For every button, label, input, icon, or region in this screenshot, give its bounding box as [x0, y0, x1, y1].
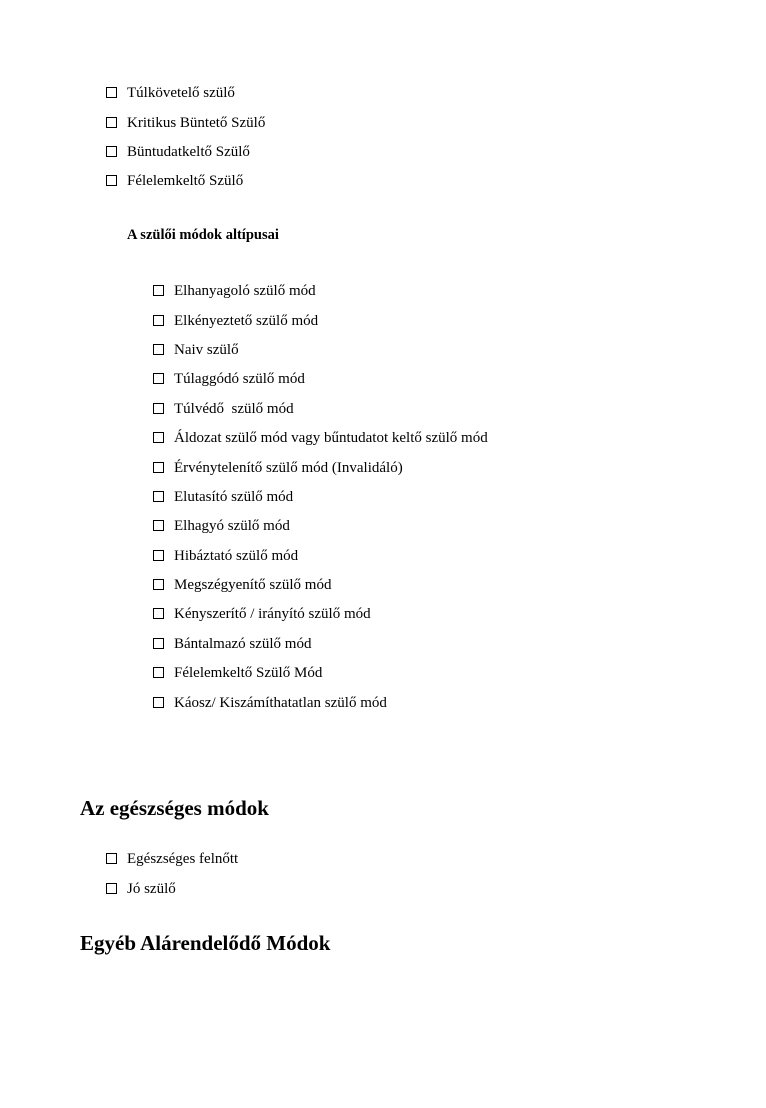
checklist-item[interactable]	[153, 600, 488, 629]
checklist-item[interactable]	[153, 483, 488, 512]
checklist-item[interactable]	[153, 659, 488, 688]
checkbox[interactable]	[106, 117, 117, 128]
checklist-item[interactable]	[153, 688, 488, 717]
healthy-modes-heading: Az egészséges módok	[80, 796, 269, 820]
checkbox[interactable]	[153, 520, 164, 531]
checklist-item-label: Bántalmazó szülő mód	[174, 635, 312, 652]
checkbox[interactable]	[153, 315, 164, 326]
checklist-item-label: Kritikus Büntető Szülő	[127, 114, 266, 131]
checklist-item-label: Elkényeztető szülő mód	[174, 312, 319, 329]
checklist-item[interactable]	[153, 512, 488, 541]
checkbox[interactable]	[106, 175, 117, 186]
checkbox[interactable]	[106, 146, 117, 157]
checklist-item[interactable]	[106, 79, 265, 108]
checklist-item-label: Büntudatkeltő Szülő	[127, 143, 250, 160]
checklist-item-label: Kényszerítő / irányító szülő mód	[174, 606, 371, 623]
checkbox[interactable]	[153, 608, 164, 619]
parent-modes-list	[106, 79, 265, 197]
checklist-item[interactable]	[106, 138, 265, 167]
checkbox[interactable]	[153, 550, 164, 561]
checkbox[interactable]	[153, 638, 164, 649]
checklist-item-label: Elhagyó szülő mód	[174, 518, 290, 535]
checkbox[interactable]	[106, 883, 117, 894]
checklist-item[interactable]	[153, 424, 488, 453]
checklist-item-label: Félelemkeltő Szülő	[127, 173, 244, 190]
checkbox[interactable]	[153, 344, 164, 355]
checklist-item[interactable]	[106, 874, 238, 903]
checklist-item-label: Túlkövetelő szülő	[127, 85, 235, 102]
checkbox[interactable]	[106, 87, 117, 98]
checklist-item[interactable]	[153, 630, 488, 659]
checkbox[interactable]	[153, 373, 164, 384]
checklist-item[interactable]	[106, 167, 265, 196]
checklist-item-label: Elutasító szülő mód	[174, 488, 294, 505]
checklist-item[interactable]	[106, 108, 265, 137]
checklist-item-label: Egészséges felnőtt	[127, 851, 239, 868]
checkbox[interactable]	[153, 491, 164, 502]
checklist-item-label: Félelemkeltő Szülő Mód	[174, 665, 323, 682]
subtypes-list	[153, 277, 488, 718]
checklist-item[interactable]	[106, 845, 238, 874]
checklist-item[interactable]	[153, 453, 488, 482]
checkbox[interactable]	[106, 853, 117, 864]
checklist-item-label: Túlaggódó szülő mód	[174, 371, 305, 388]
checklist-item[interactable]	[153, 306, 488, 335]
checklist-item-label: Elhanyagoló szülő mód	[174, 283, 316, 300]
checkbox[interactable]	[153, 462, 164, 473]
checkbox[interactable]	[153, 432, 164, 443]
checklist-item[interactable]	[153, 365, 488, 394]
checklist-item-label: Megszégyenítő szülő mód	[174, 577, 332, 594]
checklist-item-label: Naiv szülő	[174, 341, 239, 358]
checkbox[interactable]	[153, 579, 164, 590]
checklist-item[interactable]	[153, 395, 488, 424]
checklist-item-label: Jó szülő	[127, 880, 176, 897]
other-modes-heading: Egyéb Alárendelődő Módok	[80, 931, 331, 955]
checklist-item-label: Káosz/ Kiszámíthatatlan szülő mód	[174, 694, 387, 711]
checkbox[interactable]	[153, 285, 164, 296]
subtypes-heading: A szülői módok altípusai	[127, 227, 279, 243]
checklist-item[interactable]	[153, 571, 488, 600]
checklist-item[interactable]	[153, 277, 488, 306]
checklist-item-label: Túlvédő szülő mód	[174, 400, 294, 417]
healthy-modes-list	[106, 845, 238, 904]
checklist-item-label: Hibáztató szülő mód	[174, 547, 299, 564]
checkbox[interactable]	[153, 667, 164, 678]
checklist-item-label: Érvénytelenítő szülő mód (Invalidáló)	[174, 459, 403, 476]
checklist-item-label: Áldozat szülő mód vagy bűntudatot keltő szülő mód	[174, 430, 488, 447]
checklist-item[interactable]	[153, 336, 488, 365]
checkbox[interactable]	[153, 403, 164, 414]
checklist-item[interactable]	[153, 542, 488, 571]
checkbox[interactable]	[153, 697, 164, 708]
